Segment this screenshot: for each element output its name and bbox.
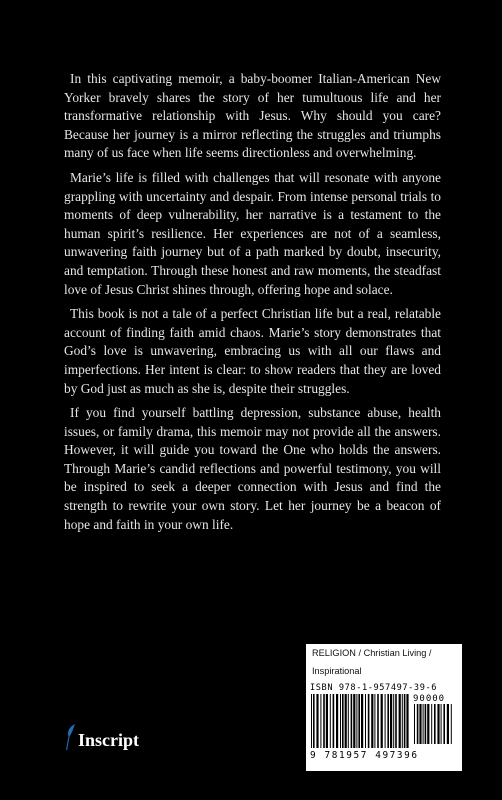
category-line: RELIGION / Christian Living / — [312, 648, 432, 658]
blurb-paragraph: Marie’s life is filled with challenges that will resonate with anyone grappling with uncertainty and despair. From intense personal trials to moments of deep vulnerability, her narrative is a testament to the human spirit’s resilience. Her experiences are not of a seamless, unwavering faith journey but of a path marked by doubt, insecurity, and temptation. Through these honest and raw moments, the steadfast love of Jesus Christ shines through, offering hope and solace. — [64, 169, 441, 297]
barcode-digits: 9 781957 497396 — [310, 750, 419, 761]
quill-pen-icon — [64, 724, 76, 750]
barcode-bars-main — [310, 694, 410, 748]
blurb-paragraph: If you find yourself battling depression, substance abuse, health issues, or family drama, this memoir may not provide all the answers. However, it will guide you toward the One who holds the answers. Through Marie’s candid reflections and powerful testimony, you will be inspired to seek a deeper connection with Jesus and find the strength to rewrite your own story. Let her journey be a beacon of hope and faith in your own life. — [64, 405, 441, 532]
blurb-paragraph: In this captivating memoir, a baby-boomer Italian-American New Yorker bravely shares the story of her tumultuous life and her transformative relationship with Jesus. Why should you care? Because her journey is a mirror reflecting the struggles and triumphs many of us face when life seems directionless and overwhelming. — [64, 71, 441, 161]
isbn-barcode — [306, 681, 462, 771]
publisher-name: Inscript — [78, 730, 140, 750]
barcode-bars-addon — [413, 704, 453, 744]
back-cover-blurb — [64, 70, 441, 540]
price-code: 90000 — [413, 694, 446, 704]
category-label — [306, 644, 462, 681]
blurb-paragraph: This book is not a tale of a perfect Christian life but a real, relatable account of finding faith amid chaos. Marie’s story demonstrates that God’s love is unwavering, embracing us with all our flaws and imperfections. Her intent is clear: to show readers that they are loved by God just as much as she is, despite their struggles. — [64, 306, 441, 396]
publisher-logo — [64, 724, 139, 750]
isbn-label: ISBN 978-1-957497-39-6 — [310, 683, 438, 693]
category-line: Inspirational — [312, 666, 362, 676]
